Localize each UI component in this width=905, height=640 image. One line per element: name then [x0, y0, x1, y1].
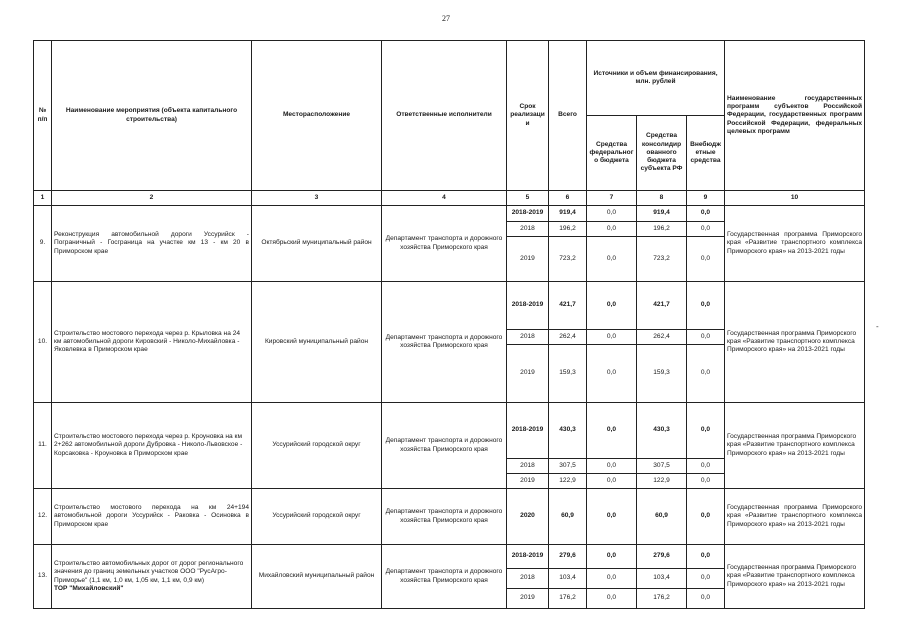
row-total: 159,3 [549, 345, 587, 403]
row-offbudget: 0,0 [687, 489, 725, 545]
row-federal: 0,0 [587, 474, 637, 489]
row-term: 2018 [507, 459, 549, 474]
row-term: 2019 [507, 237, 549, 282]
side-mark: - [876, 322, 879, 331]
program-table [33, 40, 865, 609]
row-total: 919,4 [549, 206, 587, 222]
table-row [34, 206, 865, 222]
row-offbudget: 0,0 [687, 589, 725, 609]
row-name: Строительство мостового перехода через р. Крыловка на 24 км автомобильной дороги Кировский - Николо-Михайловка - Яковлевка в Приморском крае [52, 282, 252, 403]
row-offbudget: 0,0 [687, 403, 725, 459]
table-row [34, 282, 865, 330]
row-program: Государственная программа Приморского края «Развитие транспортного комплекса Приморского края» на 2013-2021 годы [725, 282, 865, 403]
row-num: 10. [34, 282, 52, 403]
row-total: 103,4 [549, 569, 587, 589]
row-num: 13. [34, 545, 52, 609]
row-term: 2020 [507, 489, 549, 545]
row-federal: 0,0 [587, 330, 637, 345]
row-location: Михайловский муниципальный район [252, 545, 382, 609]
header-location: Месторасположение [252, 41, 382, 191]
header-federal: Средства федеральног о бюджета [587, 116, 637, 191]
table-row [34, 489, 865, 545]
row-federal: 0,0 [587, 589, 637, 609]
row-total: 430,3 [549, 403, 587, 459]
row-federal: 0,0 [587, 459, 637, 474]
row-responsible: Департамент транспорта и дорожного хозяйства Приморского края [382, 403, 507, 489]
row-offbudget: 0,0 [687, 545, 725, 569]
row-federal: 0,0 [587, 222, 637, 237]
row-offbudget: 0,0 [687, 474, 725, 489]
row-offbudget: 0,0 [687, 345, 725, 403]
row-offbudget: 0,0 [687, 282, 725, 330]
row-offbudget: 0,0 [687, 237, 725, 282]
row-total: 307,5 [549, 459, 587, 474]
row-responsible: Департамент транспорта и дорожного хозяйства Приморского края [382, 545, 507, 609]
row-location: Кировский муниципальный район [252, 282, 382, 403]
row-total: 122,9 [549, 474, 587, 489]
row-regional: 176,2 [637, 589, 687, 609]
row-term: 2019 [507, 589, 549, 609]
row-regional: 421,7 [637, 282, 687, 330]
row-term: 2018 [507, 222, 549, 237]
row-name: Реконструкция автомобильной дороги Уссурийск - Пограничный - Госграница на участке км 13 - км 20 в Приморском крае [52, 206, 252, 282]
row-term: 2018-2019 [507, 206, 549, 222]
header-regional: Средства консолидир ованного бюджета субъекта РФ [637, 116, 687, 191]
row-federal: 0,0 [587, 206, 637, 222]
row-term: 2018-2019 [507, 403, 549, 459]
row-offbudget: 0,0 [687, 569, 725, 589]
row-offbudget: 0,0 [687, 222, 725, 237]
col-number: 5 [507, 191, 549, 206]
row-regional: 307,5 [637, 459, 687, 474]
row-regional: 279,6 [637, 545, 687, 569]
row-federal: 0,0 [587, 282, 637, 330]
row-num: 11. [34, 403, 52, 489]
row-regional: 919,4 [637, 206, 687, 222]
row-total: 196,2 [549, 222, 587, 237]
row-num: 9. [34, 206, 52, 282]
col-number: 7 [587, 191, 637, 206]
row-federal: 0,0 [587, 403, 637, 459]
row-term: 2018 [507, 330, 549, 345]
row-num: 12. [34, 489, 52, 545]
row-federal: 0,0 [587, 545, 637, 569]
row-federal: 0,0 [587, 345, 637, 403]
row-federal: 0,0 [587, 489, 637, 545]
row-offbudget: 0,0 [687, 330, 725, 345]
row-regional: 262,4 [637, 330, 687, 345]
row-offbudget: 0,0 [687, 206, 725, 222]
row-location: Октябрьский муниципальный район [252, 206, 382, 282]
row-name-cell [52, 545, 252, 609]
row-total: 421,7 [549, 282, 587, 330]
table-row [34, 403, 865, 459]
row-program: Государственная программа Приморского края «Развитие транспортного комплекса Приморского края» на 2013-2021 годы [725, 403, 865, 489]
col-number: 4 [382, 191, 507, 206]
row-total: 723,2 [549, 237, 587, 282]
row-name: Строительство автомобильных дорог от дорог регионального значения до границ земельных участков ООО "РусАгро-Приморье" (1,1 км, 1,0 км, 1,05 км, 1,1 км, 0,9 км) [54, 560, 244, 584]
header-name: Наименование мероприятия (объекта капитального строительства) [52, 41, 252, 191]
row-regional: 723,2 [637, 237, 687, 282]
row-name: Строительство мостового перехода на км 24+194 автомобильной дороги Уссурийск - Раковка - Осиновка в Приморском крае [52, 489, 252, 545]
row-term: 2018-2019 [507, 545, 549, 569]
header-responsible: Ответственные исполнители [382, 41, 507, 191]
header-offbudget: Внебюдж етные средства [687, 116, 725, 191]
row-name: Строительство мостового перехода через р. Кроуновка на км 2+262 автомобильной дороги Дубровка - Николо-Львовское - Корсаковка - Кроуновка в Приморском крае [52, 403, 252, 489]
col-number: 3 [252, 191, 382, 206]
table-row [34, 545, 865, 569]
row-regional: 103,4 [637, 569, 687, 589]
row-total: 262,4 [549, 330, 587, 345]
row-responsible: Департамент транспорта и дорожного хозяйства Приморского края [382, 206, 507, 282]
row-federal: 0,0 [587, 237, 637, 282]
row-offbudget: 0,0 [687, 459, 725, 474]
row-name-tor: ТОР "Михайловский" [54, 584, 124, 592]
col-number: 2 [52, 191, 252, 206]
header-total: Всего [549, 41, 587, 191]
col-number: 8 [637, 191, 687, 206]
col-number: 1 [34, 191, 52, 206]
row-program: Государственная программа Приморского края «Развитие транспортного комплекса Приморского края» на 2013-2021 годы [725, 489, 865, 545]
row-location: Уссурийский городской округ [252, 403, 382, 489]
header-programs: Наименование государственных программ субъектов Российской Федерации, государственных программ Российской Федерации, федеральных целевых программ [725, 41, 865, 191]
row-regional: 60,9 [637, 489, 687, 545]
row-total: 279,6 [549, 545, 587, 569]
header-num: № п/п [34, 41, 52, 191]
row-total: 60,9 [549, 489, 587, 545]
col-number: 9 [687, 191, 725, 206]
row-regional: 122,9 [637, 474, 687, 489]
row-term: 2018-2019 [507, 282, 549, 330]
row-term: 2019 [507, 474, 549, 489]
header-sources: Источники и объем финансирования, млн. рублей [587, 41, 725, 116]
row-program: Государственная программа Приморского края «Развитие транспортного комплекса Приморского края» на 2013-2021 годы [725, 206, 865, 282]
row-term: 2019 [507, 345, 549, 403]
row-location: Уссурийский городской округ [252, 489, 382, 545]
col-number: 6 [549, 191, 587, 206]
row-regional: 159,3 [637, 345, 687, 403]
row-total: 176,2 [549, 589, 587, 609]
row-responsible: Департамент транспорта и дорожного хозяйства Приморского края [382, 282, 507, 403]
row-term: 2018 [507, 569, 549, 589]
row-responsible: Департамент транспорта и дорожного хозяйства Приморского края [382, 489, 507, 545]
row-regional: 196,2 [637, 222, 687, 237]
header-term: Срок реализаци и [507, 41, 549, 191]
row-regional: 430,3 [637, 403, 687, 459]
row-federal: 0,0 [587, 569, 637, 589]
col-number: 10 [725, 191, 865, 206]
row-program: Государственная программа Приморского края «Развитие транспортного комплекса Приморского края» на 2013-2021 годы [725, 545, 865, 609]
page-number: 27 [442, 14, 450, 23]
